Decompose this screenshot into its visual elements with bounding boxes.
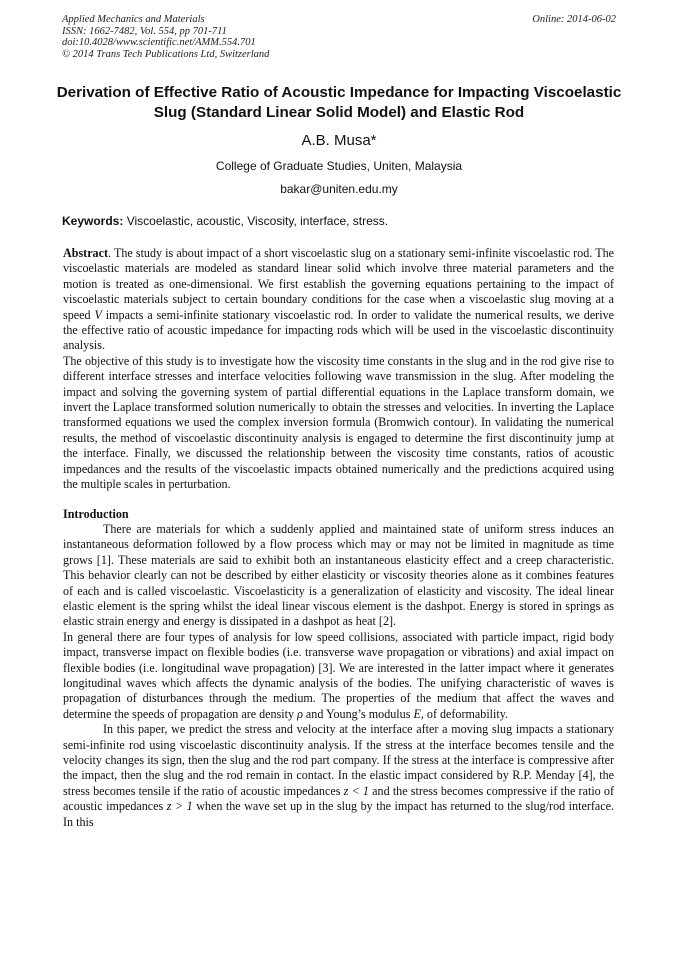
keywords-text: Viscoelastic, acoustic, Viscosity, interface, stress. <box>126 214 389 228</box>
journal-name: Applied Mechanics and Materials <box>62 14 205 25</box>
journal-header <box>62 14 269 60</box>
online-date: Online: 2014-06-02 <box>532 14 616 25</box>
abstract-paragraph-1: Abstract. The study is about impact of a short viscoelastic slug on a stationary semi-infinite viscoelastic rod. The viscoelastic materials are modeled as standard linear solid which involve three material parameters and the motion is treated as one-dimensional. We first establish the governing equations pertaining to the impact of viscoelastic materials subject to certain boundary conditions for the case when a viscoelastic slug moving at a speed V impacts a semi-infinite stationary viscoelastic rod. In order to validate the numerical results, we derive the effective ratio of acoustic impedance for impacting rods which will be used in the viscoelastic discontinuity analysis. <box>63 246 614 353</box>
author-email: bakar@uniten.edu.my <box>280 182 398 196</box>
abstract-label: Abstract <box>63 246 109 260</box>
intro-paragraph-2: In general there are four types of analysis for low speed collisions, associated with particle impact, rigid body impact, transverse impact on flexible bodies (i.e. transverse wave propagation or vibrations) and axial impact on flexible bodies (i.e. longitudinal wave propagation) [3]. We are interested in the latter impact where it generates longitudinal waves which affects the dynamic analysis of the bodies. The unifying characteristic of waves is propagation of disturbances through the medium. The properties of the medium that affect the waves and determine the speeds of propagation are density ρ and Young’s modulus E, of deformability. <box>63 629 614 721</box>
copyright-line: © 2014 Trans Tech Publications Ltd, Switzerland <box>62 48 270 60</box>
introduction-heading: Introduction <box>63 506 129 521</box>
impedance-ratio-lt: z < 1 <box>343 783 369 798</box>
intro-paragraph-1: There are materials for which a suddenly applied and maintained state of uniform stress induces an instantaneous deformation followed by a flow process which may or may not be limited in magnitude as time grows [1]. These materials are said to exhibit both an instantaneous elasticity effect and a creep characteristic. This behavior clearly can not be described by either elasticity or viscosity theories alone as it combines features of each and is called viscoelastic. Viscoelasticity is a generalization of elasticity and viscosity. The ideal linear elastic element is the spring whilst the ideal linear viscous element is the dashpot. Energy is stored in springs as elastic strain energy and energy is dissipated in a dashpot as heat [2]. <box>63 521 614 629</box>
issn-line: ISSN: 1662-7482, Vol. 554, pp 701-711 <box>62 25 227 37</box>
youngs-modulus-symbol: E <box>413 706 421 721</box>
impedance-ratio-gt: z > 1 <box>166 799 193 814</box>
paper-body <box>63 246 614 830</box>
author-affiliation: College of Graduate Studies, Uniten, Malaysia <box>215 159 463 173</box>
density-symbol: ρ <box>297 706 303 721</box>
doi-line: doi:10.4028/www.scientific.net/AMM.554.701 <box>62 37 256 49</box>
intro-paragraph-3: In this paper, we predict the stress and velocity at the interface after a moving slug impacts a stationary semi-infinite rod using viscoelastic discontinuity analysis. If the stress at the interface becomes tensile and the velocity changes its sign, then the slug and the rod part company. If the stress at the interface is compressive after the impact, then the slug and the rod remain in contact. In the elastic impact considered by R.P. Menday [4], the stress becomes tensile if the ratio of acoustic impedances z < 1 and the stress becomes compressive if the ratio of acoustic impedances z > 1 when the wave set up in the slug by the impact has returned to the slug/rod interface. In this <box>63 722 614 829</box>
keywords-label: Keywords: <box>62 214 124 228</box>
speed-symbol: V <box>94 307 102 322</box>
keywords <box>62 214 614 228</box>
abstract-paragraph-2: The objective of this study is to investigate how the viscosity time constants in the slug and in the rod give rise to different interface stresses and interface velocities following wave transmission in the slug. After modeling the impact and solving the governing system of partial differential equations in the Laplace transform domain, we invert the Laplace transformed solution numerically to obtain the stresses and velocities. In inverting the Laplace transformed equations we used the complex inversion formula (Bromwich contour). In validating the numerical results, the method of viscoelastic discontinuity analysis is engaged to determine the first discontinuity jump at the interface. Finally, we discussed the relationship between the viscosity time constants, ratios of acoustic impedances and the results of the viscoelastic impacts obtained numerically and the predictions acquired using the multiple scales in perturbation. <box>63 353 614 492</box>
author-name: A.B. Musa* <box>301 132 377 149</box>
paper-title: Derivation of Effective Ratio of Acoustic Impedance for Impacting Viscoelastic Slug (Standard Linear Solid Model) and Elastic Rod <box>56 84 622 121</box>
